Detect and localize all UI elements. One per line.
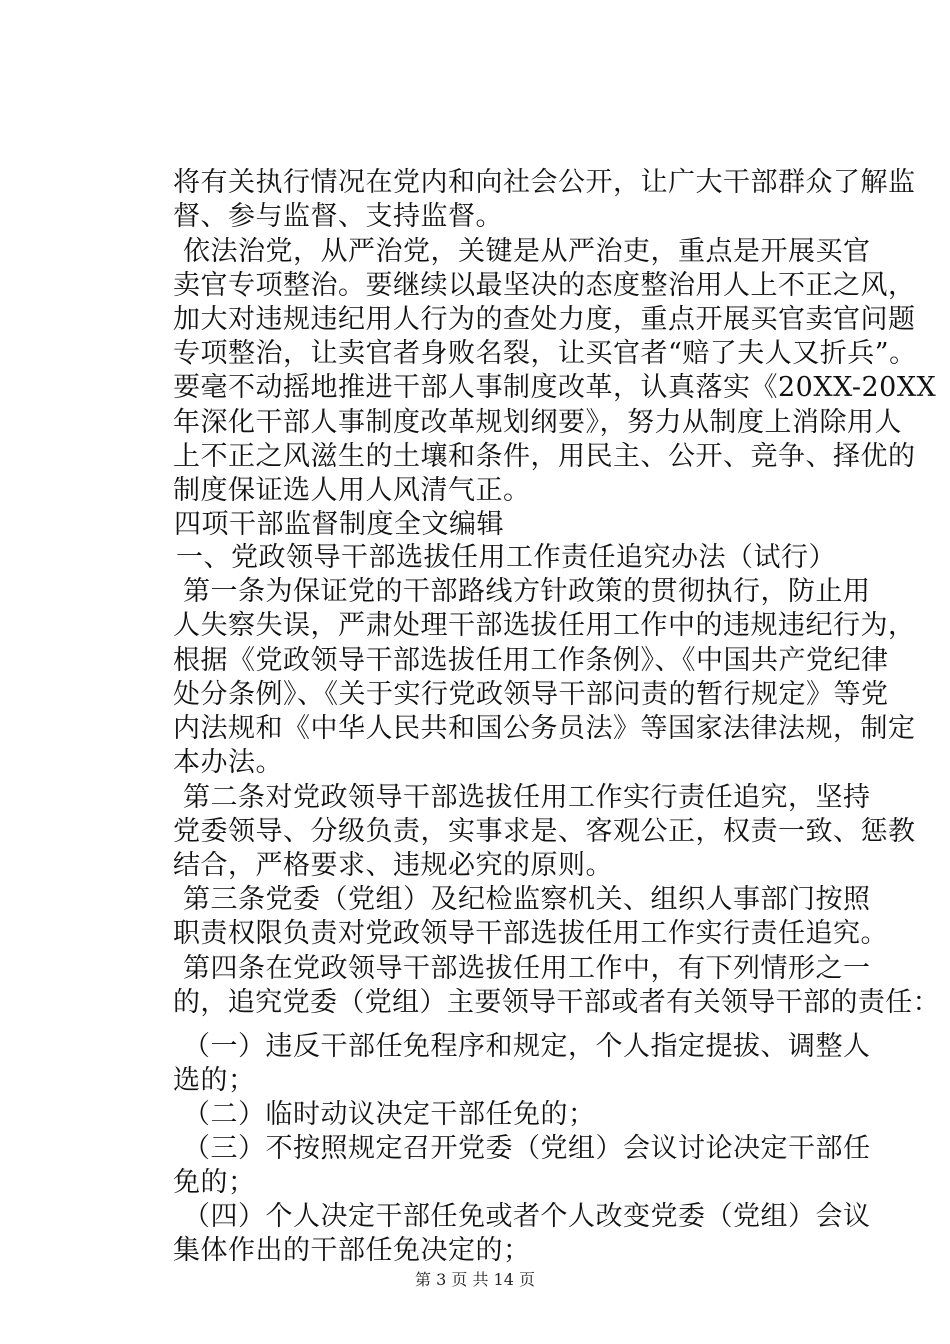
text-line: 第四条在党政领导干部选拔任用工作中，有下列情形之一 bbox=[183, 953, 871, 984]
text-line: 的，追究党委（党组）主要领导干部或者有关领导干部的责任： bbox=[173, 987, 941, 1018]
text-line: 加大对违规违纪用人行为的查处力度，重点开展买官卖官问题 bbox=[173, 304, 916, 335]
list-item-continuation: 集体作出的干部任免决定的； bbox=[173, 1235, 531, 1266]
text-line: 督、参与监督、支持监督。 bbox=[173, 201, 503, 232]
text-line: 内法规和《中华人民共和国公务员法》等国家法律法规，制定 bbox=[173, 713, 916, 744]
text-line: 根据《党政领导干部选拔任用工作条例》、《中国共产党纪律 bbox=[173, 645, 889, 676]
text-line: 第一条为保证党的干部路线方针政策的贯彻执行，防止用 bbox=[183, 576, 871, 607]
text-line: 年深化干部人事制度改革规划纲要》，努力从制度上消除用人 bbox=[173, 407, 902, 438]
text-line: 党委领导、分级负责，实事求是、客观公正，权责一致、惩教 bbox=[173, 816, 916, 847]
text-line: 卖官专项整治。要继续以最坚决的态度整治用人上不正之风， bbox=[173, 270, 916, 301]
page-number-footer: 第 3 页 共 14 页 bbox=[415, 1270, 535, 1289]
list-item-continuation: 选的； bbox=[173, 1065, 256, 1096]
text-line: 第二条对党政领导干部选拔任用工作实行责任追究，坚持 bbox=[183, 782, 871, 813]
text-line: 依法治党，从严治党，关键是从严治吏，重点是开展买官 bbox=[183, 236, 871, 267]
text-line: 上不正之风滋生的土壤和条件，用民主、公开、竞争、择优的 bbox=[173, 441, 916, 472]
section-heading: 四项干部监督制度全文编辑 bbox=[174, 509, 504, 540]
list-item: （四）个人决定干部任免或者个人改变党委（党组）会议 bbox=[183, 1201, 871, 1232]
text-line: 处分条例》、《关于实行党政领导干部问责的暂行规定》等党 bbox=[173, 679, 889, 710]
text-line: 制度保证选人用人风清气正。 bbox=[173, 475, 531, 506]
text-line: 职责权限负责对党政领导干部选拔任用工作实行责任追究。 bbox=[173, 918, 888, 949]
section-heading: 一、党政领导干部选拔任用工作责任追究办法（试行） bbox=[176, 542, 836, 573]
text-line: 要毫不动摇地推进干部人事制度改革，认真落实《20XX-20XX bbox=[173, 372, 937, 403]
list-item-continuation: 免的； bbox=[173, 1167, 256, 1198]
list-item: （三）不按照规定召开党委（党组）会议讨论决定干部任 bbox=[183, 1133, 871, 1164]
text-line: 专项整治，让卖官者身败名裂，让买官者“赔了夫人又折兵”。 bbox=[173, 338, 917, 369]
text-line: 本办法。 bbox=[173, 747, 283, 778]
list-item: （一）违反干部任免程序和规定，个人指定提拔、调整人 bbox=[183, 1031, 871, 1062]
list-item: （二）临时动议决定干部任免的； bbox=[183, 1099, 596, 1130]
text-line: 结合，严格要求、违规必究的原则。 bbox=[173, 850, 613, 881]
text-line: 将有关执行情况在党内和向社会公开，让广大干部群众了解监 bbox=[173, 167, 916, 198]
text-line: 人失察失误，严肃处理干部选拔任用工作中的违规违纪行为， bbox=[173, 610, 916, 641]
text-line: 第三条党委（党组）及纪检监察机关、组织人事部门按照 bbox=[183, 884, 871, 915]
